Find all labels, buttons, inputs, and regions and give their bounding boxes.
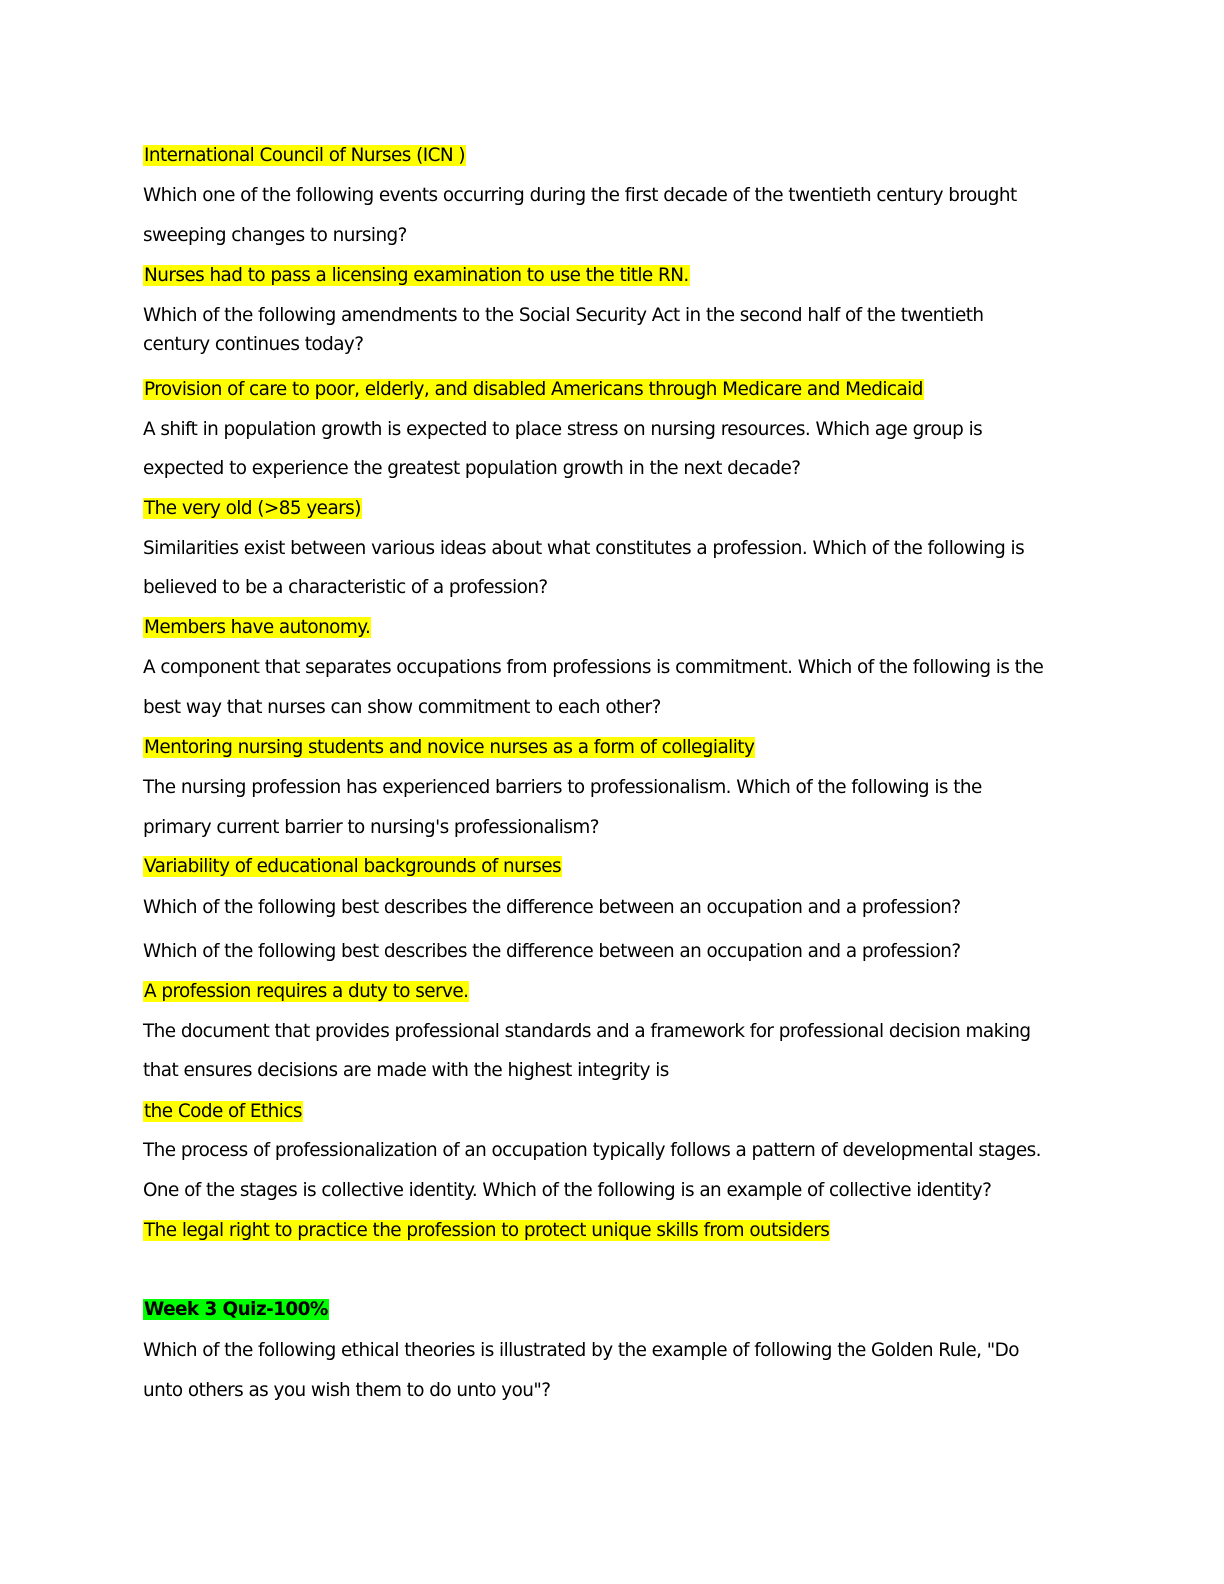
answer-line: The very old (>85 years) [144, 498, 361, 519]
question-line: Which of the following ethical theories is illustrated by the example of following the Golden Rule, "Do [143, 1340, 1019, 1361]
answer-line: Nurses had to pass a licensing examination to use the title RN. [144, 265, 689, 286]
question-line: One of the stages is collective identity. Which of the following is an example of collective identity? [143, 1180, 992, 1201]
question-line: Which of the following best describes the difference between an occupation and a profession? [143, 897, 961, 918]
question-line: century continues today? [143, 334, 364, 355]
answer-line: Mentoring nursing students and novice nurses as a form of collegiality [144, 737, 755, 758]
section-heading: Week 3 Quiz-100% [144, 1299, 328, 1320]
question-line: The nursing profession has experienced barriers to professionalism. Which of the following is the [143, 777, 982, 798]
question-line: sweeping changes to nursing? [143, 225, 407, 246]
question-line: that ensures decisions are made with the highest integrity is [143, 1060, 669, 1081]
question-line: Which one of the following events occurring during the first decade of the twentieth century brought [143, 185, 1017, 206]
answer-line: International Council of Nurses (ICN ) [144, 145, 465, 166]
question-line: believed to be a characteristic of a profession? [143, 577, 548, 598]
answer-line: the Code of Ethics [144, 1101, 302, 1122]
question-line: expected to experience the greatest population growth in the next decade? [143, 458, 801, 479]
question-line: A component that separates occupations from professions is commitment. Which of the following is the [143, 657, 1044, 678]
question-line: Similarities exist between various ideas about what constitutes a profession. Which of the following is [143, 538, 1025, 559]
answer-line: A profession requires a duty to serve. [144, 981, 469, 1002]
question-line: A shift in population growth is expected to place stress on nursing resources. Which age group is [143, 419, 983, 440]
answer-line: Members have autonomy. [144, 617, 371, 638]
question-line: Which of the following amendments to the Social Security Act in the second half of the twentieth [143, 305, 984, 326]
answer-line: Variability of educational backgrounds of nurses [144, 856, 562, 877]
question-line: The process of professionalization of an occupation typically follows a pattern of developmental stages. [143, 1140, 1041, 1161]
question-line: best way that nurses can show commitment to each other? [143, 697, 661, 718]
question-line: Which of the following best describes the difference between an occupation and a profession? [143, 941, 961, 962]
answer-line: The legal right to practice the profession to protect unique skills from outsiders [144, 1220, 830, 1241]
question-line: The document that provides professional standards and a framework for professional decision making [143, 1021, 1031, 1042]
question-line: primary current barrier to nursing's professionalism? [143, 817, 599, 838]
question-line: unto others as you wish them to do unto you"? [143, 1380, 551, 1401]
answer-line: Provision of care to poor, elderly, and disabled Americans through Medicare and Medicaid [144, 379, 923, 400]
